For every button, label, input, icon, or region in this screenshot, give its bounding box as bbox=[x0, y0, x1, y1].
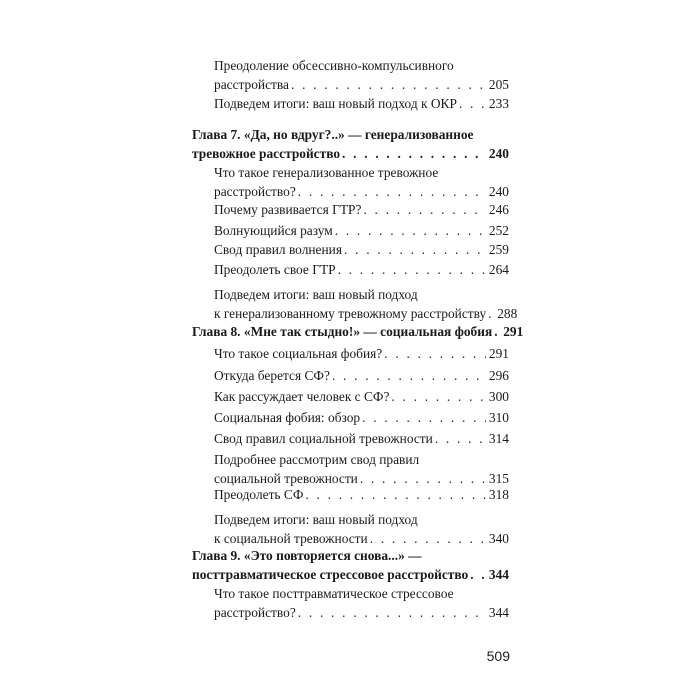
toc-line bbox=[214, 221, 509, 240]
dot-leader bbox=[488, 304, 494, 323]
toc-entry-title: расстройство? bbox=[214, 184, 296, 199]
toc-entry-title: Подведем итоги: ваш новый подход bbox=[214, 512, 418, 527]
toc-line bbox=[214, 56, 509, 75]
toc-line bbox=[214, 304, 518, 323]
dot-leader bbox=[342, 144, 486, 163]
dot-leader bbox=[344, 240, 486, 259]
toc-page-number: 205 bbox=[488, 77, 509, 92]
dot-leader bbox=[291, 75, 486, 94]
toc-line bbox=[192, 546, 509, 565]
toc-entry-title: к социальной тревожности bbox=[214, 531, 368, 546]
toc-entry-title: тревожное расстройство bbox=[192, 146, 341, 161]
toc-line bbox=[214, 366, 509, 385]
toc-entry-title: к генерализованному тревожному расстройству bbox=[214, 306, 487, 321]
toc-line bbox=[214, 163, 509, 182]
toc-line bbox=[192, 322, 524, 341]
toc-entry-sp-think bbox=[214, 387, 509, 406]
toc-entry-title: Волнующийся разум bbox=[214, 223, 333, 238]
toc-line bbox=[214, 240, 509, 259]
dot-leader bbox=[363, 200, 485, 219]
toc-entry-sp-rules bbox=[214, 429, 509, 448]
toc-entry-title: Социальная фобия: обзор bbox=[214, 410, 361, 425]
toc-entry-sp-overcome bbox=[214, 485, 509, 504]
toc-entry-sp-what bbox=[214, 344, 509, 363]
toc-page-number: 344 bbox=[488, 567, 509, 582]
dot-leader bbox=[305, 485, 486, 504]
toc-line bbox=[214, 94, 509, 113]
toc-chapter-ch9 bbox=[192, 546, 509, 584]
toc-entry-title: Подведем итоги: ваш новый подход к ОКР bbox=[214, 96, 457, 111]
dot-leader bbox=[332, 366, 486, 385]
toc-entry-gad-what bbox=[214, 163, 509, 201]
toc-page-number: 300 bbox=[488, 389, 509, 404]
toc-page-number: 318 bbox=[488, 487, 509, 502]
toc-entry-gad-why bbox=[214, 200, 509, 219]
toc-entry-gad-summary bbox=[214, 285, 518, 323]
toc-entry-title: Свод правил волнения bbox=[214, 242, 342, 257]
toc-entry-title: Подробнее рассмотрим свод правил bbox=[214, 452, 420, 467]
toc-line bbox=[214, 75, 509, 94]
toc-line bbox=[214, 200, 509, 219]
toc-line bbox=[214, 510, 509, 529]
page-number-footer: 509 bbox=[486, 648, 510, 664]
toc-line bbox=[214, 429, 509, 448]
dot-leader bbox=[338, 260, 486, 279]
toc-page-number: 314 bbox=[488, 431, 509, 446]
toc-line bbox=[192, 144, 509, 163]
toc-line bbox=[214, 408, 509, 427]
toc-entry-title: Откуда берется СФ? bbox=[214, 368, 330, 383]
toc-entry-title: расстройства bbox=[214, 77, 289, 92]
toc-page-number: 291 bbox=[488, 346, 509, 361]
toc-page-number: 259 bbox=[488, 242, 509, 257]
toc-page-number: 240 bbox=[488, 184, 509, 199]
toc-line bbox=[214, 285, 509, 304]
toc-entry-title: Глава 8. «Мне так стыдно!» — социальная фобия bbox=[192, 324, 493, 339]
toc-entry-title: расстройство? bbox=[214, 605, 296, 620]
toc-page-number: 296 bbox=[488, 368, 509, 383]
toc-chapter-ch7 bbox=[192, 125, 509, 163]
toc-page-number: 291 bbox=[503, 324, 524, 339]
toc-entry-title: Глава 7. «Да, но вдруг?..» — генерализованное bbox=[192, 127, 474, 142]
toc-page-number: 344 bbox=[488, 605, 509, 620]
toc-line bbox=[214, 182, 509, 201]
toc-line bbox=[192, 565, 509, 584]
dot-leader bbox=[435, 429, 486, 448]
dot-leader bbox=[459, 94, 486, 113]
toc-page-number: 240 bbox=[488, 146, 509, 161]
toc-entry-title: Что такое социальная фобия? bbox=[214, 346, 383, 361]
toc-line bbox=[214, 450, 509, 469]
toc-entry-gad-mind bbox=[214, 221, 509, 240]
toc-entry-sp-summary bbox=[214, 510, 509, 548]
toc-line bbox=[214, 260, 509, 279]
dot-leader bbox=[384, 344, 486, 363]
toc-entry-gad-rules bbox=[214, 240, 509, 259]
toc-entry-sp-where bbox=[214, 366, 509, 385]
toc-entry-title: Что такое генерализованное тревожное bbox=[214, 165, 439, 180]
toc-entry-sp-review bbox=[214, 408, 509, 427]
toc-page-number: 233 bbox=[488, 96, 509, 111]
toc-page-number: 288 bbox=[497, 306, 518, 321]
toc-line bbox=[214, 584, 509, 603]
toc-entry-title: Глава 9. «Это повторяется снова...» — bbox=[192, 548, 422, 563]
toc-line bbox=[214, 485, 509, 504]
toc-entry-title: социальной тревожности bbox=[214, 471, 358, 486]
dot-leader bbox=[470, 565, 486, 584]
dot-leader bbox=[362, 408, 486, 427]
toc-entry-title: Свод правил социальной тревожности bbox=[214, 431, 433, 446]
dot-leader bbox=[494, 322, 500, 341]
dot-leader bbox=[298, 182, 486, 201]
toc-chapter-ch8 bbox=[192, 322, 524, 341]
toc-entry-gad-overcome bbox=[214, 260, 509, 279]
toc-page-number: 264 bbox=[488, 262, 509, 277]
toc-entry-title: Как рассуждает человек с СФ? bbox=[214, 389, 390, 404]
toc-page-number: 252 bbox=[488, 223, 509, 238]
toc-line bbox=[214, 344, 509, 363]
toc-entry-ocd-summary bbox=[214, 94, 509, 113]
toc-entry-title: посттравматическое стрессовое расстройство bbox=[192, 567, 469, 582]
toc-line bbox=[214, 387, 509, 406]
toc-entry-title: Что такое посттравматическое стрессовое bbox=[214, 586, 454, 601]
dot-leader bbox=[298, 603, 486, 622]
dot-leader bbox=[335, 221, 486, 240]
toc-entry-title: Преодолеть свое ГТР bbox=[214, 262, 336, 277]
toc-page-number: 246 bbox=[488, 202, 509, 217]
toc-line bbox=[214, 603, 509, 622]
toc-line bbox=[192, 125, 509, 144]
toc-entry-sp-rules-detail bbox=[214, 450, 509, 488]
toc-page-number: 340 bbox=[488, 531, 509, 546]
toc-entry-title: Почему развивается ГТР? bbox=[214, 202, 362, 217]
toc-entry-title: Подведем итоги: ваш новый подход bbox=[214, 287, 418, 302]
toc-entry-ocd-overcome bbox=[214, 56, 509, 94]
dot-leader bbox=[391, 387, 485, 406]
toc-entry-title: Преодолеть СФ bbox=[214, 487, 304, 502]
toc-page-number: 310 bbox=[488, 410, 509, 425]
toc-entry-title: Преодоление обсессивно-компульсивного bbox=[214, 58, 454, 73]
toc-entry-ptsd-what bbox=[214, 584, 509, 622]
toc-page-number: 315 bbox=[488, 471, 509, 486]
